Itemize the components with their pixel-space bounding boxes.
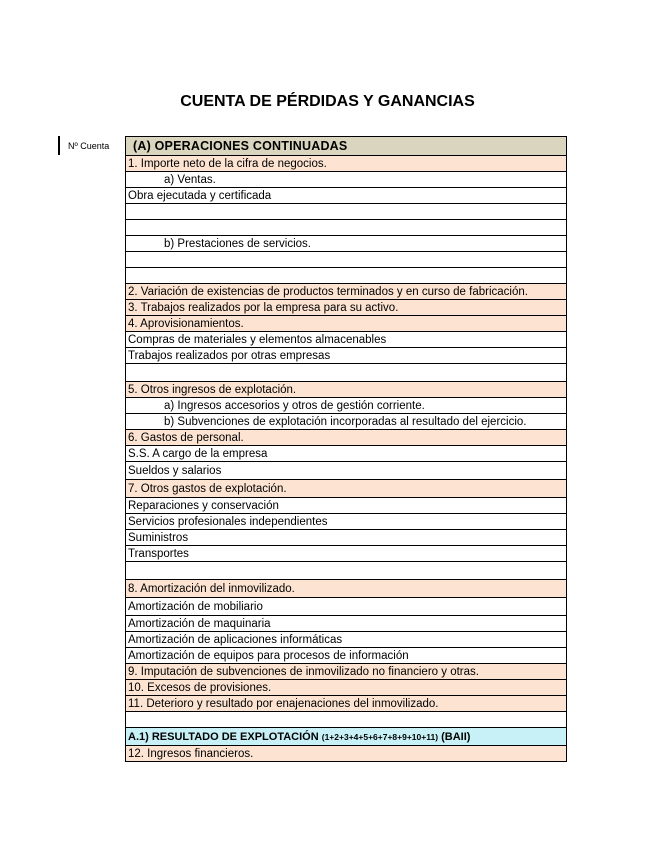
- row-trabajos-otras-empresas[interactable]: Trabajos realizados por otras empresas: [126, 348, 566, 364]
- row-resultado-explotacion[interactable]: [126, 728, 566, 746]
- row-aprovisionamientos[interactable]: 4. Aprovisionamientos.: [126, 316, 566, 332]
- row-variacion-existencias[interactable]: 2. Variación de existencias de productos terminados y en curso de fabricación.: [126, 284, 566, 300]
- row-excesos-provisiones[interactable]: 10. Excesos de provisiones.: [126, 680, 566, 696]
- row-prestaciones-servicios[interactable]: b) Prestaciones de servicios.: [126, 236, 566, 252]
- row-sueldos-salarios[interactable]: Sueldos y salarios: [126, 462, 566, 480]
- row-suministros[interactable]: Suministros: [126, 530, 566, 546]
- row-blank[interactable]: [126, 252, 566, 268]
- row-importe-neto[interactable]: 1. Importe neto de la cifra de negocios.: [126, 156, 566, 172]
- row-deterioro[interactable]: 11. Deterioro y resultado por enajenaciones del inmovilizado.: [126, 696, 566, 712]
- row-amortizacion[interactable]: 8. Amortización del inmovilizado.: [126, 580, 566, 598]
- row-servicios-profesionales[interactable]: Servicios profesionales independientes: [126, 514, 566, 530]
- row-imputacion-subvenciones[interactable]: 9. Imputación de subvenciones de inmovilizado no financiero y otras.: [126, 664, 566, 680]
- row-blank[interactable]: [126, 712, 566, 728]
- result-formula: (1+2+3+4+5+6+7+8+9+10+11): [321, 732, 439, 742]
- row-amort-mobiliario[interactable]: Amortización de mobiliario: [126, 598, 566, 616]
- row-otros-gastos[interactable]: 7. Otros gastos de explotación.: [126, 480, 566, 498]
- row-amort-equipos[interactable]: Amortización de equipos para procesos de información: [126, 648, 566, 664]
- row-blank[interactable]: [126, 562, 566, 580]
- row-blank[interactable]: [126, 364, 566, 382]
- row-blank[interactable]: [126, 268, 566, 284]
- result-suffix: (BAII): [441, 731, 471, 743]
- pyg-table: [125, 136, 567, 762]
- result-label: A.1) RESULTADO DE EXPLOTACIÓN: [128, 731, 319, 743]
- row-reparaciones[interactable]: Reparaciones y conservación: [126, 498, 566, 514]
- page-title: CUENTA DE PÉRDIDAS Y GANANCIAS: [180, 93, 475, 110]
- row-obra-ejecutada[interactable]: Obra ejecutada y certificada: [126, 188, 566, 204]
- row-subvenciones-explotacion[interactable]: b) Subvenciones de explotación incorporadas al resultado del ejercicio.: [126, 414, 566, 430]
- row-ventas[interactable]: a) Ventas.: [126, 172, 566, 188]
- cuenta-marker: [58, 136, 60, 155]
- cuenta-column-label: Nº Cuenta: [68, 141, 110, 151]
- row-amort-aplicaciones[interactable]: Amortización de aplicaciones informáticas: [126, 632, 566, 648]
- row-amort-maquinaria[interactable]: Amortización de maquinaria: [126, 616, 566, 632]
- row-compras-materiales[interactable]: Compras de materiales y elementos almacenables: [126, 332, 566, 348]
- row-blank[interactable]: [126, 220, 566, 236]
- row-trabajos-activo[interactable]: 3. Trabajos realizados por la empresa para su activo.: [126, 300, 566, 316]
- row-gastos-personal[interactable]: 6. Gastos de personal.: [126, 430, 566, 446]
- row-otros-ingresos[interactable]: 5. Otros ingresos de explotación.: [126, 382, 566, 398]
- row-blank[interactable]: [126, 204, 566, 220]
- row-transportes[interactable]: Transportes: [126, 546, 566, 562]
- row-ss-empresa[interactable]: S.S. A cargo de la empresa: [126, 446, 566, 462]
- row-ingresos-financieros[interactable]: 12. Ingresos financieros.: [126, 746, 566, 762]
- row-ingresos-accesorios[interactable]: a) Ingresos accesorios y otros de gestión corriente.: [126, 398, 566, 414]
- section-header: (A) OPERACIONES CONTINUADAS: [126, 137, 566, 156]
